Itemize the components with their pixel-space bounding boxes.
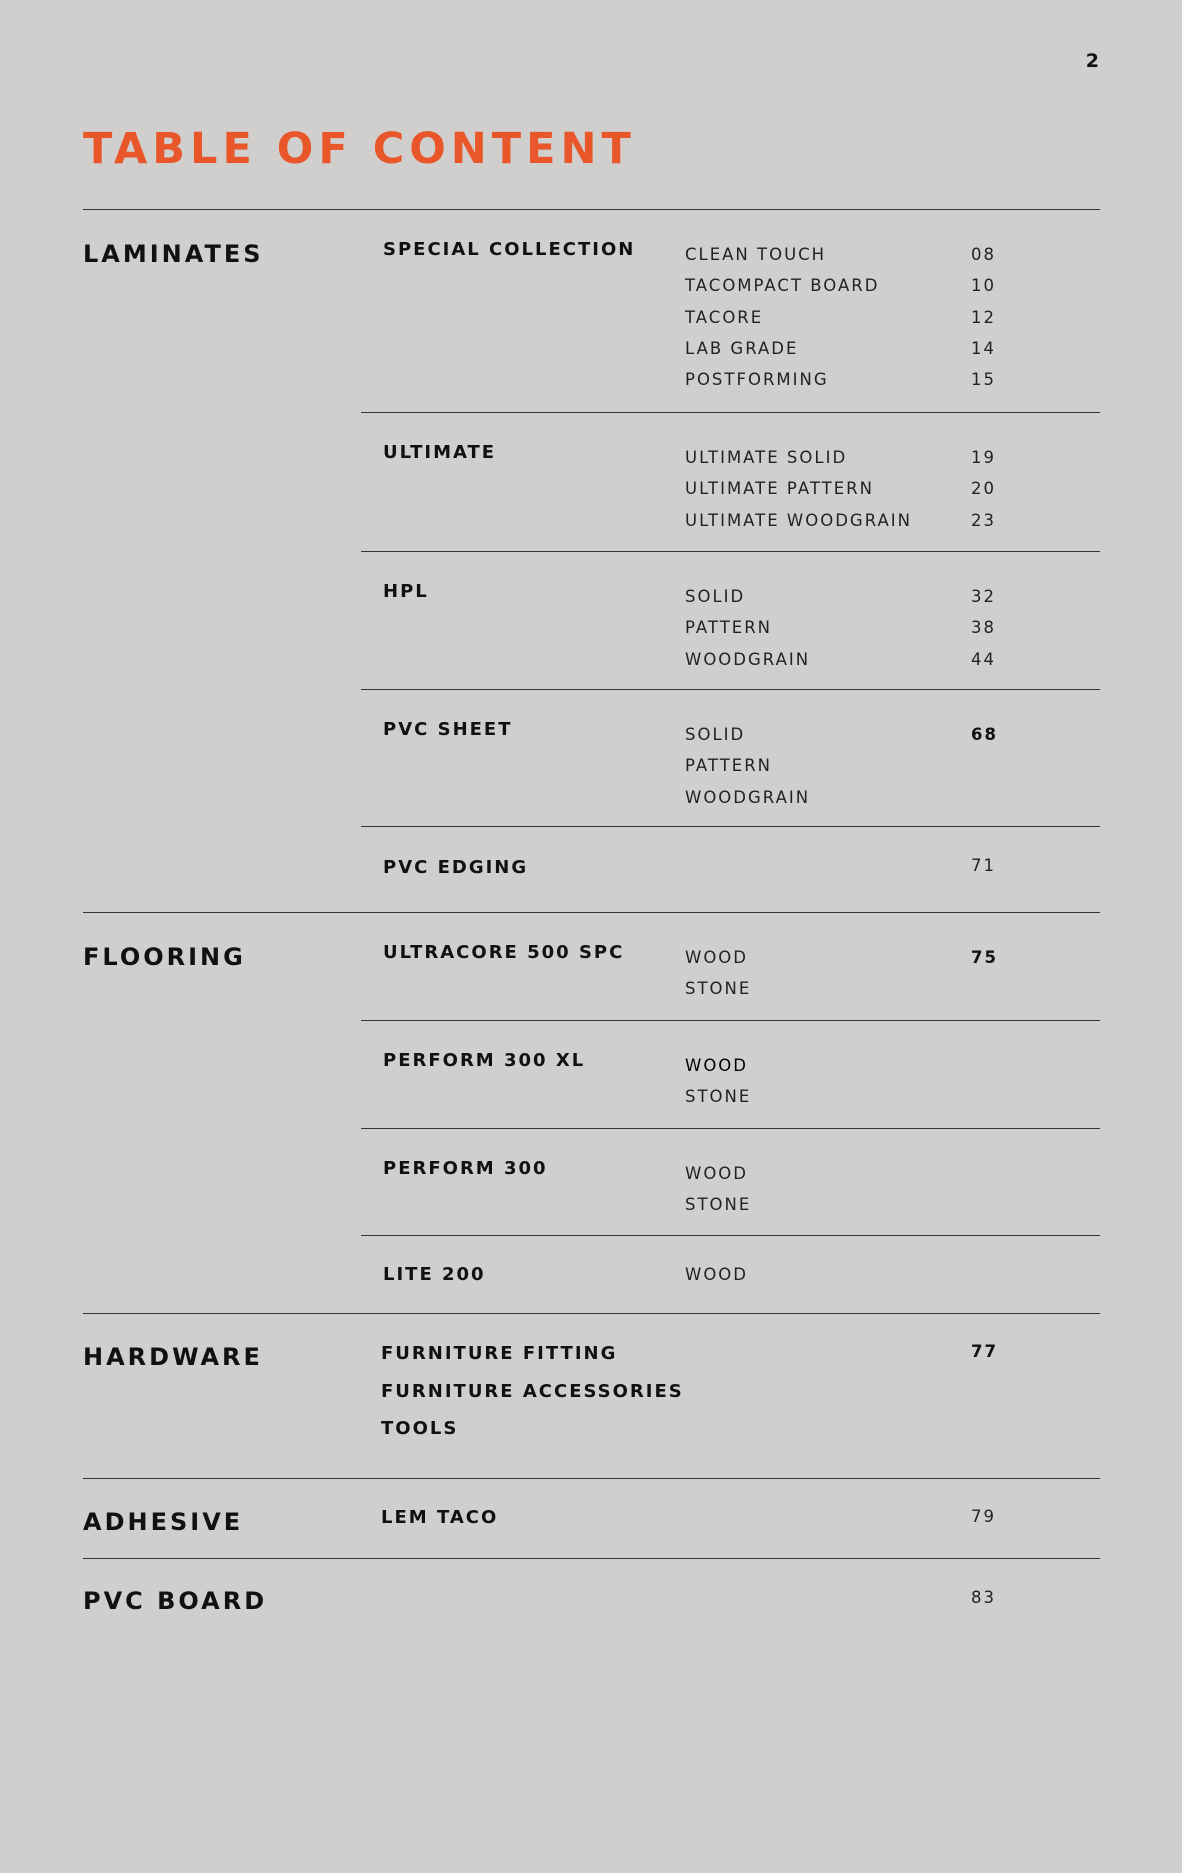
- list-item: TACOMPACT BOARD: [685, 276, 880, 296]
- item-list: [685, 942, 751, 1005]
- list-item: FURNITURE ACCESSORIES: [381, 1380, 684, 1402]
- section-title: PVC BOARD: [83, 1587, 268, 1615]
- subsection-title: PVC EDGING: [383, 857, 529, 878]
- list-item: POSTFORMING: [685, 370, 829, 390]
- item-list: [685, 1158, 751, 1221]
- page-ref: 44: [971, 649, 996, 669]
- section-laminates: [83, 210, 1100, 913]
- page-list: [971, 581, 996, 675]
- subsection-title: PERFORM 300 XL: [383, 1050, 586, 1071]
- page-number: 2: [1085, 50, 1100, 72]
- page-ref: 79: [971, 1507, 996, 1526]
- section-title: ADHESIVE: [83, 1508, 244, 1536]
- list-item: WOOD: [685, 1056, 748, 1075]
- list-item: ULTIMATE WOODGRAIN: [685, 510, 913, 530]
- page-ref: 38: [971, 618, 996, 638]
- list-item: WOOD: [685, 1265, 748, 1284]
- subsection-title: PVC SHEET: [383, 719, 513, 740]
- section-title: LAMINATES: [83, 240, 264, 268]
- page-ref: 12: [971, 307, 996, 327]
- subsection-lite-200: [361, 1236, 1100, 1313]
- section-title: HARDWARE: [83, 1343, 263, 1371]
- section-flooring: [83, 913, 1100, 1314]
- subsection-perform-300: [361, 1129, 1100, 1236]
- list-item: LAB GRADE: [685, 338, 799, 358]
- page-ref: 10: [971, 276, 996, 296]
- subsection-list: [361, 210, 1100, 910]
- subsection-title: ULTIMATE: [383, 442, 497, 463]
- section-hardware: [83, 1314, 1100, 1479]
- page-list: [971, 719, 998, 750]
- list-item: CLEAN TOUCH: [685, 245, 827, 264]
- list-item: FURNITURE FITTING: [381, 1343, 618, 1364]
- list-item: PATTERN: [685, 618, 773, 638]
- item-list: [381, 1335, 684, 1448]
- subsection-title: LITE 200: [383, 1264, 486, 1285]
- list-item: STONE: [685, 1195, 752, 1215]
- item-list: [381, 1499, 498, 1537]
- page-ref: 68: [971, 725, 998, 744]
- list-item: WOOD: [685, 1164, 748, 1183]
- subsection-title: HPL: [383, 581, 429, 602]
- section-title: FLOORING: [83, 943, 246, 971]
- list-item: WOOD: [685, 948, 748, 967]
- list-item: WOODGRAIN: [685, 787, 811, 807]
- subsection-ultimate: [361, 413, 1100, 552]
- section-pvc-board: [83, 1559, 1100, 1639]
- item-list: [685, 239, 879, 395]
- subsection-special-collection: [361, 210, 1100, 413]
- page-ref: 32: [971, 587, 996, 606]
- list-item: ULTIMATE SOLID: [685, 448, 848, 467]
- page-ref: 20: [971, 479, 996, 499]
- page-ref: 08: [971, 245, 996, 264]
- page-ref: 77: [971, 1342, 998, 1361]
- list-item: SOLID: [685, 587, 746, 606]
- page-list: [971, 942, 998, 973]
- list-item: ULTIMATE PATTERN: [685, 479, 874, 499]
- section-adhesive: [83, 1479, 1100, 1559]
- item-list: [685, 442, 912, 536]
- subsection-pvc-sheet: [361, 690, 1100, 827]
- subsection-title: SPECIAL COLLECTION: [383, 239, 636, 260]
- subsection-hpl: [361, 552, 1100, 690]
- list-item: TACORE: [685, 307, 764, 327]
- list-item: STONE: [685, 979, 752, 999]
- page-ref: 19: [971, 448, 996, 467]
- page-ref: 71: [971, 856, 996, 875]
- list-item: WOODGRAIN: [685, 649, 811, 669]
- list-item: STONE: [685, 1087, 752, 1107]
- list-item: TOOLS: [381, 1418, 459, 1439]
- page-ref: 83: [971, 1588, 996, 1607]
- subsection-list: [361, 913, 1100, 1313]
- item-list: [685, 581, 810, 675]
- subsection-pvc-edging: [361, 827, 1100, 910]
- page-list: [971, 850, 996, 881]
- page-title: TABLE OF CONTENT: [83, 124, 636, 174]
- table-of-contents: [83, 209, 1100, 1639]
- page-ref: 15: [971, 370, 996, 390]
- page-ref: 23: [971, 510, 996, 530]
- page-ref: 14: [971, 338, 996, 358]
- subsection-title: PERFORM 300: [383, 1158, 548, 1179]
- item-list: [685, 1050, 751, 1113]
- page-list: [971, 239, 996, 395]
- list-item: LEM TACO: [381, 1507, 499, 1528]
- subsection-perform-300-xl: [361, 1021, 1100, 1129]
- page-ref: 75: [971, 948, 998, 967]
- list-item: SOLID: [685, 725, 746, 744]
- subsection-title: ULTRACORE 500 SPC: [383, 942, 625, 963]
- list-item: PATTERN: [685, 756, 773, 776]
- item-list: [685, 719, 810, 813]
- subsection-ultracore: [361, 913, 1100, 1021]
- item-list: [685, 1259, 748, 1290]
- page-list: [971, 442, 996, 536]
